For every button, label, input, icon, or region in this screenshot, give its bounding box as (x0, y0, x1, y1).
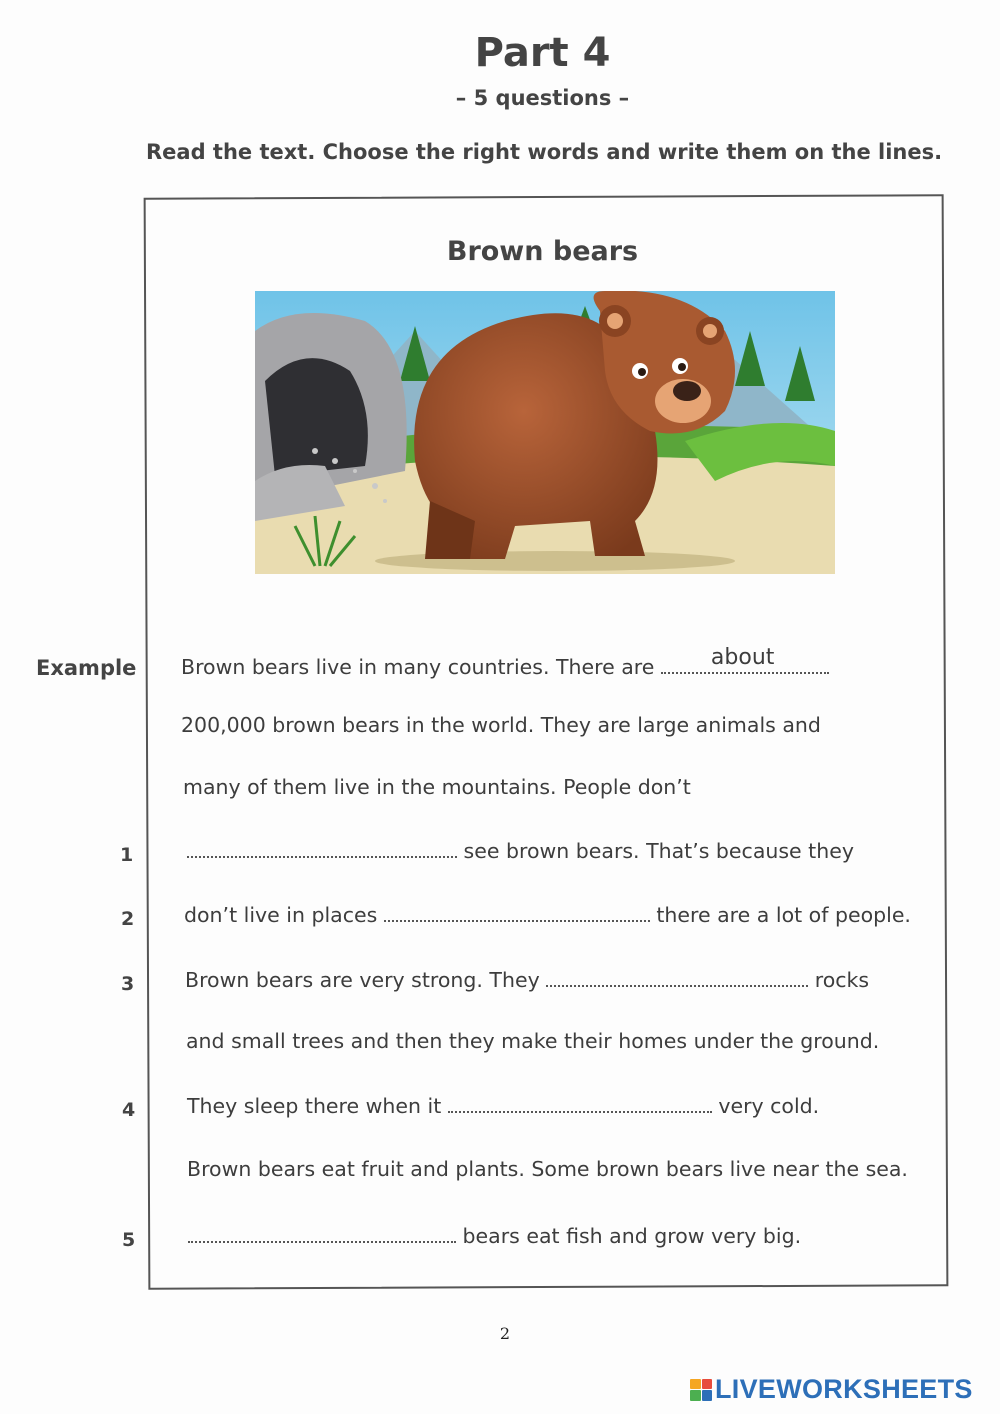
example-answer-blank (661, 645, 829, 674)
brand-name: LIVEWORKSHEETS (715, 1374, 973, 1404)
passage-line-10 (188, 1223, 801, 1248)
passage-line-5 (184, 902, 911, 927)
passage-line-7: and small trees and then they make their homes under the ground. (186, 1029, 880, 1053)
instruction-text: Read the text. Choose the right words and write them on the lines. (146, 140, 943, 164)
answer-blank-2[interactable] (384, 902, 650, 922)
passage-line-8 (187, 1093, 819, 1118)
passage-text: Brown bears are very strong. They (185, 968, 540, 992)
passage-text: very cold. (718, 1094, 820, 1118)
page-title: Part 4 (474, 30, 611, 76)
passage-title: Brown bears (446, 236, 639, 267)
passage-text: rocks (814, 968, 870, 992)
passage-text: Brown bears live in many countries. There are (181, 655, 655, 679)
answer-blank-1[interactable] (187, 838, 457, 858)
passage-text: don’t live in places (184, 903, 378, 927)
page-subtitle: – 5 questions – (455, 86, 630, 110)
passage-text: see brown bears. That’s because they (463, 839, 854, 863)
example-label: Example (36, 656, 137, 680)
passage-line-3: many of them live in the mountains. People don’t (183, 775, 691, 799)
example-answer: about (710, 645, 775, 670)
question-number-5: 5 (122, 1229, 136, 1251)
question-number-2: 2 (121, 908, 135, 930)
question-number-1: 1 (120, 844, 134, 866)
liveworksheets-logo[interactable] (690, 1374, 973, 1405)
liveworksheets-icon (690, 1379, 712, 1401)
passage-text: bears eat fish and grow very big. (462, 1224, 802, 1248)
answer-blank-4[interactable] (448, 1093, 712, 1113)
answer-blank-3[interactable] (546, 967, 808, 987)
passage-text: They sleep there when it (187, 1094, 442, 1118)
passage-line-4 (187, 838, 854, 863)
bear-illustration (255, 291, 835, 574)
question-number-4: 4 (122, 1099, 136, 1121)
passage-line-6 (185, 967, 869, 992)
question-number-3: 3 (121, 973, 135, 995)
passage-text: there are a lot of people. (656, 903, 911, 927)
passage-line-1 (181, 645, 829, 679)
passage-line-2: 200,000 brown bears in the world. They are large animals and (181, 713, 821, 737)
page-number: 2 (499, 1324, 511, 1343)
answer-blank-5[interactable] (188, 1223, 456, 1243)
passage-line-9: Brown bears eat fruit and plants. Some brown bears live near the sea. (187, 1157, 908, 1181)
